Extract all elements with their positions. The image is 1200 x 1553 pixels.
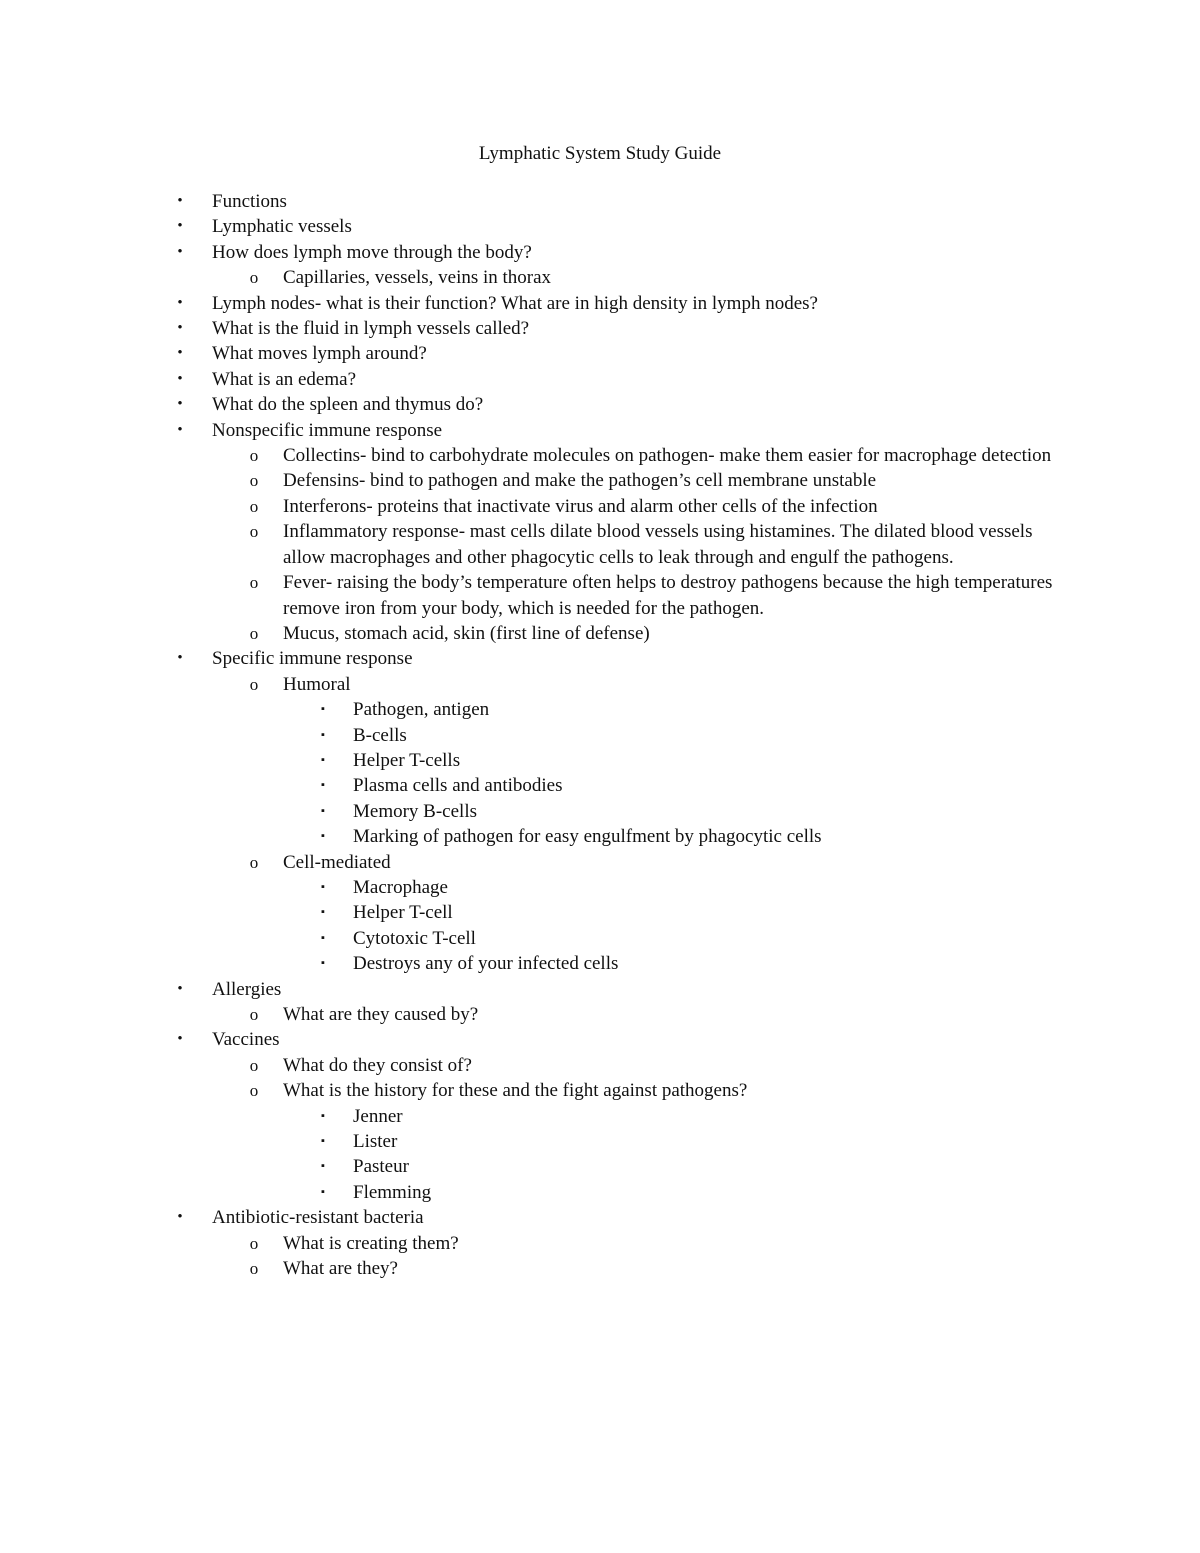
outline-item-text: Cytotoxic T-cell bbox=[353, 927, 476, 949]
outline-item-level-1 bbox=[0, 291, 1200, 316]
outline-item-text: Capillaries, vessels, veins in thorax bbox=[283, 267, 552, 289]
outline-item-level-1 bbox=[0, 418, 1200, 443]
bullet-square-icon: ▪ bbox=[321, 703, 325, 716]
bullet-disc-icon: • bbox=[177, 421, 183, 438]
outline-item-text: What do the spleen and thymus do? bbox=[212, 394, 484, 416]
outline-item-text: Mucus, stomach acid, skin (first line of defense) bbox=[283, 622, 650, 644]
outline-item-text: Marking of pathogen for easy engulfment by phagocytic cells bbox=[353, 826, 822, 848]
outline-item-level-2 bbox=[0, 265, 1200, 290]
outline-item-text: Antibiotic-resistant bacteria bbox=[212, 1207, 424, 1229]
bullet-disc-icon: • bbox=[177, 345, 183, 362]
page-title: Lymphatic System Study Guide bbox=[478, 143, 722, 164]
bullet-disc-icon: • bbox=[177, 980, 183, 997]
bullet-circle-icon: o bbox=[249, 1081, 259, 1101]
bullet-square-icon: ▪ bbox=[321, 1109, 325, 1122]
outline-item-text: How does lymph move through the body? bbox=[212, 241, 532, 263]
outline-item-text: Vaccines bbox=[212, 1029, 280, 1051]
outline-item-text: What do they consist of? bbox=[283, 1054, 472, 1076]
bullet-disc-icon: • bbox=[177, 218, 183, 235]
outline-item-text: Interferons- proteins that inactivate virus and alarm other cells of the infection bbox=[283, 495, 878, 517]
bullet-square-icon: ▪ bbox=[321, 728, 325, 741]
outline-item-text: Collectins- bind to carbohydrate molecules on pathogen- make them easier for macrophage detection bbox=[283, 445, 1052, 467]
outline-item-text: Pasteur bbox=[353, 1156, 409, 1178]
outline-item-text: Functions bbox=[212, 191, 287, 212]
study-guide-outline bbox=[0, 189, 1200, 1281]
bullet-square-icon: ▪ bbox=[321, 1160, 325, 1173]
bullet-circle-icon: o bbox=[249, 573, 259, 593]
outline-item-text: What is the fluid in lymph vessels called? bbox=[212, 318, 530, 340]
outline-item-text: What is the history for these and the fight against pathogens? bbox=[283, 1080, 748, 1102]
outline-item-text: What is creating them? bbox=[283, 1232, 459, 1254]
outline-item-text: Pathogen, antigen bbox=[353, 699, 490, 721]
bullet-circle-icon: o bbox=[249, 674, 259, 694]
bullet-circle-icon: o bbox=[249, 623, 259, 643]
bullet-circle-icon: o bbox=[249, 1005, 259, 1024]
bullet-disc-icon: • bbox=[177, 1209, 183, 1226]
outline-item-level-2 bbox=[0, 672, 1200, 697]
outline-item-level-1 bbox=[0, 392, 1200, 417]
outline-item-level-2 bbox=[0, 443, 1200, 468]
outline-item-text: Lymph nodes- what is their function? What are in high density in lymph nodes? bbox=[212, 292, 818, 314]
outline-item-text: Humoral bbox=[283, 673, 351, 695]
outline-item-level-1 bbox=[0, 646, 1200, 671]
bullet-square-icon: ▪ bbox=[321, 830, 325, 843]
bullet-square-icon: ▪ bbox=[321, 931, 325, 944]
outline-item-level-3 bbox=[0, 1104, 1200, 1129]
outline-item-level-1 bbox=[0, 316, 1200, 341]
outline-item-level-2 bbox=[0, 519, 1200, 570]
outline-item-text: Cell-mediated bbox=[283, 851, 391, 873]
bullet-circle-icon: o bbox=[249, 496, 259, 516]
outline-item-level-1 bbox=[0, 367, 1200, 392]
bullet-disc-icon: • bbox=[177, 243, 183, 260]
bullet-circle-icon: o bbox=[249, 522, 259, 542]
outline-item-text: Lymphatic vessels bbox=[212, 216, 352, 238]
outline-item-text: Helper T-cells bbox=[353, 749, 461, 771]
outline-item-level-2 bbox=[0, 494, 1200, 519]
bullet-square-icon: ▪ bbox=[321, 906, 325, 919]
bullet-square-icon: ▪ bbox=[321, 779, 325, 792]
outline-item-level-3 bbox=[0, 951, 1200, 976]
outline-item-text: Macrophage bbox=[353, 876, 448, 898]
outline-item-text: Jenner bbox=[353, 1105, 403, 1127]
outline-item-level-3 bbox=[0, 926, 1200, 951]
outline-item-level-1 bbox=[0, 1205, 1200, 1230]
outline-item-level-1 bbox=[0, 240, 1200, 265]
bullet-disc-icon: • bbox=[177, 370, 183, 387]
outline-item-level-3 bbox=[0, 1180, 1200, 1205]
outline-item-text: What are they caused by? bbox=[283, 1004, 479, 1025]
bullet-disc-icon: • bbox=[177, 396, 183, 413]
bullet-disc-icon: • bbox=[177, 1031, 183, 1048]
outline-item-level-3 bbox=[0, 799, 1200, 824]
outline-item-level-2 bbox=[0, 1002, 1200, 1027]
outline-item-text: Lister bbox=[353, 1131, 398, 1153]
bullet-circle-icon: o bbox=[249, 852, 259, 872]
bullet-square-icon: ▪ bbox=[321, 1185, 325, 1198]
outline-item-level-3 bbox=[0, 697, 1200, 722]
bullet-square-icon: ▪ bbox=[321, 957, 325, 970]
outline-item-text: Plasma cells and antibodies bbox=[353, 775, 563, 797]
outline-item-level-3 bbox=[0, 1154, 1200, 1179]
bullet-square-icon: ▪ bbox=[321, 804, 325, 817]
outline-item-level-1 bbox=[0, 977, 1200, 1002]
outline-item-text: Allergies bbox=[212, 978, 282, 1000]
outline-item-level-3 bbox=[0, 773, 1200, 798]
outline-item-level-2 bbox=[0, 1256, 1200, 1281]
bullet-square-icon: ▪ bbox=[321, 753, 325, 766]
bullet-circle-icon: o bbox=[249, 446, 259, 466]
outline-item-text: Destroys any of your infected cells bbox=[353, 953, 619, 975]
outline-item-level-2 bbox=[0, 621, 1200, 646]
bullet-disc-icon: • bbox=[177, 294, 183, 311]
outline-item-level-2 bbox=[0, 850, 1200, 875]
outline-item-text: Inflammatory response- mast cells dilate blood vessels using histamines. The dilated blood vessels allow macrophages and other phagocytic cells to leak through and engulf the pathogens. bbox=[283, 521, 1033, 568]
outline-item-level-3 bbox=[0, 1129, 1200, 1154]
outline-item-text: Flemming bbox=[353, 1181, 432, 1203]
outline-item-text: What moves lymph around? bbox=[212, 343, 427, 365]
bullet-disc-icon: • bbox=[177, 320, 183, 337]
outline-item-text: B-cells bbox=[353, 724, 407, 746]
outline-item-level-1 bbox=[0, 1027, 1200, 1052]
outline-item-level-1 bbox=[0, 189, 1200, 214]
outline-item-level-2 bbox=[0, 1053, 1200, 1078]
outline-item-level-1 bbox=[0, 341, 1200, 366]
outline-item-text: Specific immune response bbox=[212, 648, 413, 670]
outline-item-text: Memory B-cells bbox=[353, 800, 478, 822]
outline-item-level-3 bbox=[0, 723, 1200, 748]
bullet-circle-icon: o bbox=[249, 1233, 259, 1253]
bullet-square-icon: ▪ bbox=[321, 880, 325, 893]
outline-item-text: What are they? bbox=[283, 1258, 398, 1280]
outline-item-level-2 bbox=[0, 1078, 1200, 1103]
bullet-disc-icon: • bbox=[177, 650, 183, 667]
bullet-circle-icon: o bbox=[249, 268, 259, 288]
outline-item-level-3 bbox=[0, 875, 1200, 900]
bullet-disc-icon: • bbox=[177, 193, 183, 209]
bullet-circle-icon: o bbox=[249, 1055, 259, 1075]
bullet-square-icon: ▪ bbox=[321, 1135, 325, 1148]
outline-item-level-3 bbox=[0, 824, 1200, 849]
bullet-circle-icon: o bbox=[249, 471, 259, 491]
bullet-circle-icon: o bbox=[249, 1259, 259, 1279]
outline-item-level-2 bbox=[0, 468, 1200, 493]
outline-item-level-2 bbox=[0, 570, 1200, 621]
outline-item-text: Fever- raising the body’s temperature often helps to destroy pathogens because the high temperatures remove iron from your body, which is needed for the pathogen. bbox=[283, 572, 1053, 619]
outline-item-text: What is an edema? bbox=[212, 368, 357, 390]
outline-item-text: Defensins- bind to pathogen and make the pathogen’s cell membrane unstable bbox=[283, 470, 877, 492]
outline-item-level-1 bbox=[0, 214, 1200, 239]
outline-item-text: Nonspecific immune response bbox=[212, 419, 443, 441]
outline-item-level-3 bbox=[0, 748, 1200, 773]
outline-item-level-3 bbox=[0, 900, 1200, 925]
outline-item-text: Helper T-cell bbox=[353, 902, 453, 924]
outline-item-level-2 bbox=[0, 1231, 1200, 1256]
